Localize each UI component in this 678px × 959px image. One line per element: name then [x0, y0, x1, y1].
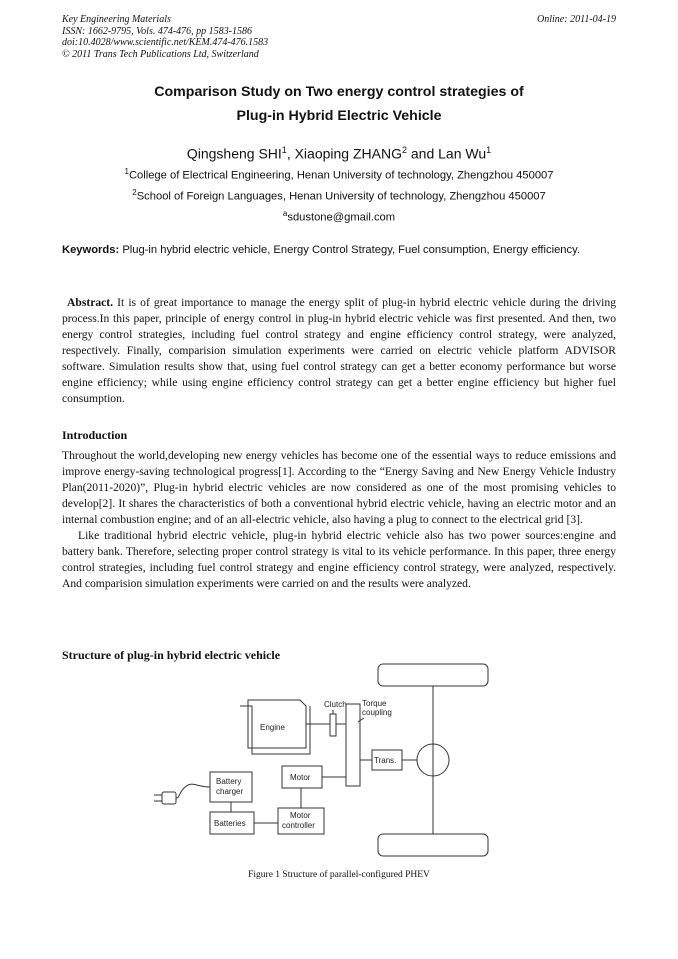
trans-label: Trans.	[374, 756, 397, 765]
motor-label: Motor	[290, 773, 311, 782]
controller-label-1: Motor	[290, 811, 311, 820]
keywords-text: Plug-in hybrid electric vehicle, Energy Control Strategy, Fuel consumption, Energy efficiency.	[122, 244, 580, 256]
author-sup: 1	[281, 145, 287, 155]
abstract-label: Abstract.	[67, 296, 114, 309]
introduction-heading: Introduction	[62, 428, 128, 442]
coupling-label: coupling	[362, 708, 392, 717]
intro-paragraph-2: Like traditional hybrid electric vehicle, plug-in hybrid electric vehicle also has two power sources:engine and battery bank. Therefore, selecting proper control strategy is vital to its vehicle performance. In this paper, three energy control strategies, including fuel control strategy and engine efficiency control strategy, were analyzed, respectively. And comparision simulation experiments were carried on and the results were analyzed.	[62, 529, 616, 590]
author-name: Lan Wu	[438, 145, 487, 162]
affiliation-sup: 1	[124, 167, 129, 176]
paper-title	[62, 80, 616, 128]
author-name: Xiaoping ZHANG	[294, 145, 402, 162]
introduction-body	[62, 448, 616, 592]
online-date: Online: 2011-04-19	[537, 14, 616, 25]
keywords	[62, 243, 616, 257]
author-separator: and	[407, 145, 439, 162]
email-sup: a	[282, 209, 288, 218]
author-name: Qingsheng SHI	[186, 145, 282, 162]
figure-caption: Figure 1 Structure of parallel-configured PHEV	[248, 870, 430, 880]
structure-heading: Structure of plug-in hybrid electric vehicle	[62, 648, 281, 662]
keywords-label: Keywords:	[62, 244, 120, 256]
copyright-line: © 2011 Trans Tech Publications Ltd, Switzerland	[62, 48, 259, 60]
email-text[interactable]: sdustone@gmail.com	[287, 211, 396, 224]
batteries-label: Batteries	[214, 819, 246, 828]
title-line-1: Comparison Study on Two energy control strategies of	[154, 84, 524, 100]
controller-label-2: controller	[282, 821, 315, 830]
author-email	[62, 207, 616, 225]
affiliation-text: College of Electrical Engineering, Henan University of technology, Zhengzhou 450007	[128, 169, 554, 182]
front-wheel	[378, 664, 488, 686]
intro-paragraph-1: Throughout the world,developing new energy vehicles has become one of the essential ways to reduce emissions and improve energy-saving technological progress[1]. According to the “Energy Saving and New Energy Vehicle Industry Plan(2011-2020)”, Plug-in hybrid electric vehicles are now considered as one of the most promising vehicles to develop[2]. It shares the characteristics of both a conventional hybrid electric vehicle, having an electric motor and an internal combustion engine; and of an all-electric vehicle, also having a plug to connect to the electrical grid [3].	[62, 449, 616, 526]
clutch-label: Clutch	[324, 700, 347, 709]
author-sup: 2	[401, 145, 407, 155]
abstract-text: It is of great importance to manage the energy split of plug-in hybrid electric vehicle during the driving process.In this paper, principle of energy control in plug-in hybrid electric vehicle was first presented. And then, two energy control strategies, including fuel control strategy and engine efficiency control strategy, were analyzed, respectively. Finally, comparision simulation experiments were carried on electric vehicle platform ADVISOR software. Simulation results show that, using fuel control strategy can get a better economy performance but worse engine efficiency; while using engine efficiency control strategy can get a better engine efficiency but higher fuel consumption.	[62, 296, 616, 405]
title-line-2: Plug-in Hybrid Electric Vehicle	[236, 108, 442, 124]
affiliation-1	[62, 165, 616, 183]
charger-label: charger	[216, 787, 244, 796]
author-separator: ,	[286, 145, 295, 162]
torque-coupling	[346, 704, 360, 786]
rear-wheel	[378, 834, 488, 856]
abstract	[62, 295, 616, 407]
phev-structure-figure	[150, 662, 510, 862]
author-sup: 1	[486, 145, 492, 155]
affiliation-2	[62, 186, 616, 204]
affiliation-text: School of Foreign Languages, Henan University of technology, Zhengzhou 450007	[136, 190, 546, 203]
doi-line[interactable]: doi:10.4028/www.scientific.net/KEM.474-476.1583	[62, 37, 269, 48]
journal-name: Key Engineering Materials	[62, 14, 171, 25]
affiliation-sup: 2	[132, 188, 137, 197]
battery-label: Battery	[216, 777, 242, 786]
clutch	[330, 714, 336, 736]
torque-label: Torque	[362, 699, 387, 708]
issn-line: ISSN: 1662-9795, Vols. 474-476, pp 1583-1586	[62, 25, 252, 37]
coupling-leader	[358, 718, 364, 722]
journal-header	[62, 14, 382, 60]
plug-cable	[176, 784, 210, 798]
engine-label: Engine	[260, 723, 285, 732]
author-list	[62, 140, 616, 164]
plug-body	[162, 792, 176, 804]
